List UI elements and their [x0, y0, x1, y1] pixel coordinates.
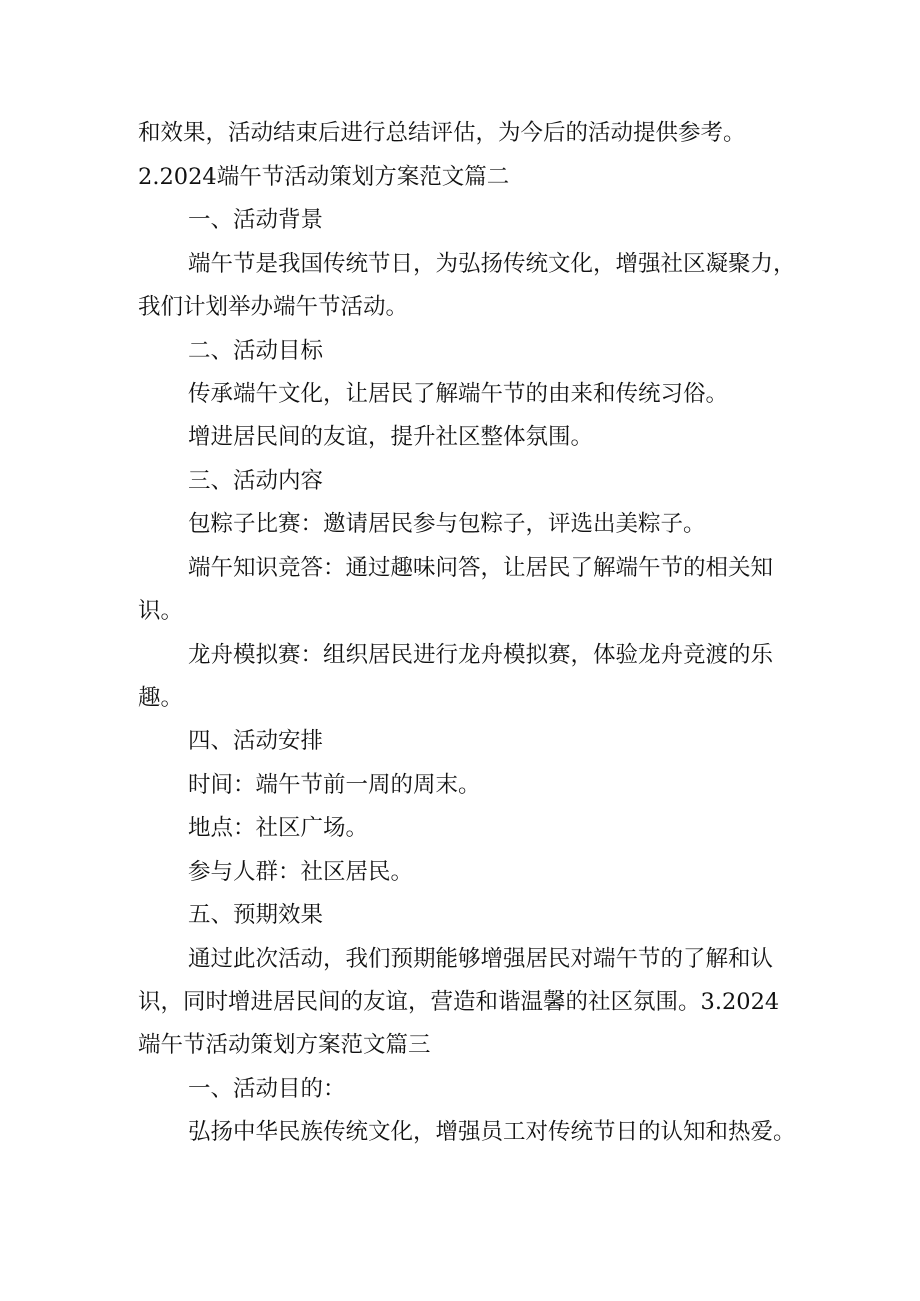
paragraph-line: 端午节是我国传统节日，为弘扬传统文化，增强社区凝聚力，	[188, 251, 796, 277]
paragraph-line: 增进居民间的友谊，提升社区整体氛围。	[188, 424, 594, 450]
paragraph-line: 趣。	[138, 685, 184, 711]
paragraph-line: 参与人群：社区居民。	[188, 859, 414, 885]
paragraph-line: 地点：社区广场。	[188, 815, 369, 841]
section-title: 端午节活动策划方案范文篇三	[138, 1032, 431, 1058]
paragraph-line: 端午知识竞答：通过趣味问答，让居民了解端午节的相关知	[188, 555, 774, 581]
paragraph-line: 通过此次活动，我们预期能够增强居民对端午节的了解和认	[188, 946, 774, 972]
paragraph-line: 传承端午文化，让居民了解端午节的由来和传统习俗。	[188, 381, 729, 407]
heading-content: 三、活动内容	[188, 468, 324, 494]
heading-expected-results: 五、预期效果	[188, 902, 324, 928]
paragraph-line: 和效果，活动结束后进行总结评估，为今后的活动提供参考。	[138, 120, 746, 146]
heading-background: 一、活动背景	[188, 207, 324, 233]
paragraph-line: 弘扬中华民族传统文化，增强员工对传统节日的认知和热爱。	[188, 1119, 796, 1145]
section-title: 2.2024端午节活动策划方案范文篇二	[138, 164, 510, 190]
heading-schedule: 四、活动安排	[188, 728, 324, 754]
paragraph-line: 识。	[138, 598, 184, 624]
paragraph-line: 龙舟模拟赛：组织居民进行龙舟模拟赛，体验龙舟竞渡的乐	[188, 642, 774, 668]
heading-goals: 二、活动目标	[188, 338, 324, 364]
paragraph-line: 时间：端午节前一周的周末。	[188, 772, 481, 798]
heading-purpose: 一、活动目的：	[188, 1076, 346, 1102]
paragraph-line: 识，同时增进居民间的友谊，营造和谐温馨的社区氛围。3.2024	[138, 989, 780, 1015]
paragraph-line: 我们计划举办端午节活动。	[138, 294, 409, 320]
paragraph-line: 包粽子比赛：邀请居民参与包粽子，评选出美粽子。	[188, 511, 706, 537]
